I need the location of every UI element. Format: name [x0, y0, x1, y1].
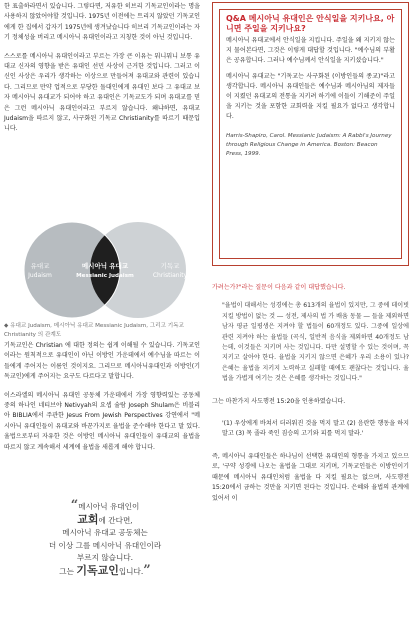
qa-box: [212, 2, 409, 266]
close-quote-mark: ”: [143, 562, 151, 578]
qa-title: Q&A 메시아닉 유대인은 안식일을 지키나요, 아니면 주일을 지키나요?: [226, 14, 395, 33]
left-lower-column: [4, 341, 200, 461]
christianity-label-ko: 기독교: [160, 262, 180, 270]
quote-church: 교회: [77, 512, 99, 526]
open-quote-mark: “: [70, 498, 79, 513]
acts-quote: '(1) 우상에게 바쳐서 더러워진 것을 먹지 말고 (2) 음란한 행동을 하지 말고 (3) 목 졸라 죽인 짐승의 고기와 피를 먹지 말라.': [222, 420, 409, 438]
acts-intro: 그는 마찬가지 사도행전 15:20을 인용하였습니다.: [212, 397, 346, 405]
qa-inner-frame: [219, 9, 402, 259]
quote-line-6-post: 입니다.: [118, 566, 144, 576]
venn-diagram: [10, 220, 200, 320]
left-column: [4, 2, 200, 143]
quote-line-6-pre: 그는: [59, 566, 77, 576]
paragraph-3: 기독교인은 Christian 에 대한 정의는 쉽게 이해될 수 있습니다. 기독교인이라는 원칙적으로 유대인이 아닌 이방인 가운데에서 예수님을 따르는 이들에게 주어지는 이름인 것이지요. 그리므로 메시아닉유대인과 이방인(기독교인)에게 주어지는 요구도 다르다고 말합니다.: [4, 342, 200, 381]
qa-reference: Harris-Shapiro, Carol. Messianic Judaism: A Rabbi's Journey through Religious Change in America. Boston: Beacon Press, 1999.: [226, 133, 392, 157]
quote-line-5: 부르지 않습니다.: [76, 553, 134, 562]
pull-quote: [25, 500, 185, 578]
paragraph-2: 스스로를 메시아닉 유대인이라고 부르는 가장 큰 이유는 뭐니뭐니 보통 유대교 신자의 영향을 받은 유대인 선민 사상이 근거한 것입니다. 그러고 이 신인 사상은 우리가 생각하는 이상으로 만들어져 유대교와 관련이 있습니다. 그리므로 만약 업적으로 부당한 돌대인에게 유대인 보다 그 유대교 보자 메시아닉 유대교가 되어야 하고 유대인은 기독교도가 되며 유대교를 믿은 그런 메시아닉 유대인이라고 부르지 않습니다. 왜냐하면, 유대교 Judaism을 따르지 않고, 사구화된 기독교 Christianity를 따르기 때문입니다.: [4, 52, 200, 133]
closing-paragraph: 즉, 메시아닉 유대인들은 하나님이 선택한 유대인의 형통을 가지고 있으므로, '구약 성경에 나오는 율법을 그대로 지키며, 기독교인들은 이방인이기 때문에 메시아닉 유대인처럼 율법을 다 지킬 필요는 없으며, 사도행전 15:20에서 금하는 것만을 지키면 된다는 것입니다. 은혜와 율법의 관계에 있어서 이: [212, 452, 409, 502]
qa-body-1: 메시아닉 유대교에서 안식일을 지킵니다. 주일을 왜 지키지 않는지 물어본다면, 그것은 이렇게 대답할 것입니다. "예수님의 부활은 공유합니다. 그러나 예수님께서 안식일을 지키셨습니다.": [226, 37, 395, 64]
qa-body-2: 메시아닉 유대교는 "기독교는 사구화된 (이방인들의 종교)"라고 생각합니다. 메시아닉 유대인들은 예수님과 메시아님의 제자들이 지켰던 유대교의 전통을 지키려 하기에 이들이 기해준이 주일을 지키는 것을 포함한 교회력을 지킬 필요가 없다고 생각합니다.: [226, 73, 395, 120]
quote-line-4: 더 이상 그를 메시아닉 유대인이라: [48, 540, 162, 550]
paragraph-1: 한 표출하라면서 있습니다. 그렇다면, 저유한 히브리 기독교인이라는 명을 사용하지 않았어야할 것입니다. 1975년 이전에는 트리지 않았던 기독교인에게 한 집에서 갑자기 1975년에 생겨났습니다 히브리 기독교인이라는 자기 정체성을 버리고 메시아닉 유대인이라고 지칭한 것이 아닌 것입니다.: [4, 3, 200, 42]
quote-line-1: 메시아닉 유대인이: [78, 502, 140, 511]
paragraph-4: 이스라엘의 메시아닉 유대인 공동체 가운데에서 가장 영향력있는 공동체 중의 하나인 네티브야 Netivyah의 요셉 슐람 Joseph Shulam은 비블리아 BIBLIA에서 주관한 Jesus From Jewish Perspectives 강연에서 "메시아닉 유대인들이 유대교와 바꾼가지로 율법을 준수해야 한다고 말 있다. 율법으로부터 자유한 것은 이방인 메시아닉 유대인들이 유대교의 율법을 따르지 않고 계속해서 세계에 율법을 새롭게 해야 합니다.: [4, 391, 200, 451]
right-column: [212, 283, 409, 512]
messianic-label-ko: 메시아닉 유대교: [81, 262, 129, 270]
venn-caption: ◆ 유대교 Judaism, 메시아닉 유대교 Messianic Judaism, 그리고 기독교 Christianity 의 관계도: [4, 323, 184, 338]
quote-line-3: 메시아닉 유대교 공동체는: [62, 528, 148, 537]
christianity-label-en: Christianity: [152, 272, 188, 279]
quote-line-2: 에 간다면,: [98, 515, 133, 525]
quote-christian: 기독교인: [76, 563, 119, 577]
judaism-label-ko: 유대교: [30, 262, 50, 270]
messianic-label-en: Messianic Judaism: [76, 273, 134, 279]
judaism-label-en: Judaism: [28, 272, 52, 279]
question-intro: 가려는가?"라는 질문이 다음과 같이 대답했습니다.: [212, 284, 346, 291]
quote-block: "율법이 대해서는 성경에는 총 613개의 율법이 있지만, 그 중에 데이빗 지킬 방법이 없는 것 ― 성전, 제사의 법 가 배움 동물 ― 들을 제외하면 남자 평균 일평생은 지켜야 할 법들이 60개정도 있다. 그중에 일상에 관련 지켜야 하는 율법들 (곡식, 일반적 음식을 제외하면 40개정도 남는데, 이것들은 지키며 사는 것입니다. 다만 설명할 수 있는 것이며, 꼭 지키고 살아야 한다. 율법을 지키지 않으면 은혜가 우리 소용이 있나? 은혜는 율법을 지키지 노력하고 실패할 때에도 괜찮다는 것입니다. 율법을 가볍게 여기는 것은 은혜를 생각하는 것입니다.": [222, 302, 409, 383]
